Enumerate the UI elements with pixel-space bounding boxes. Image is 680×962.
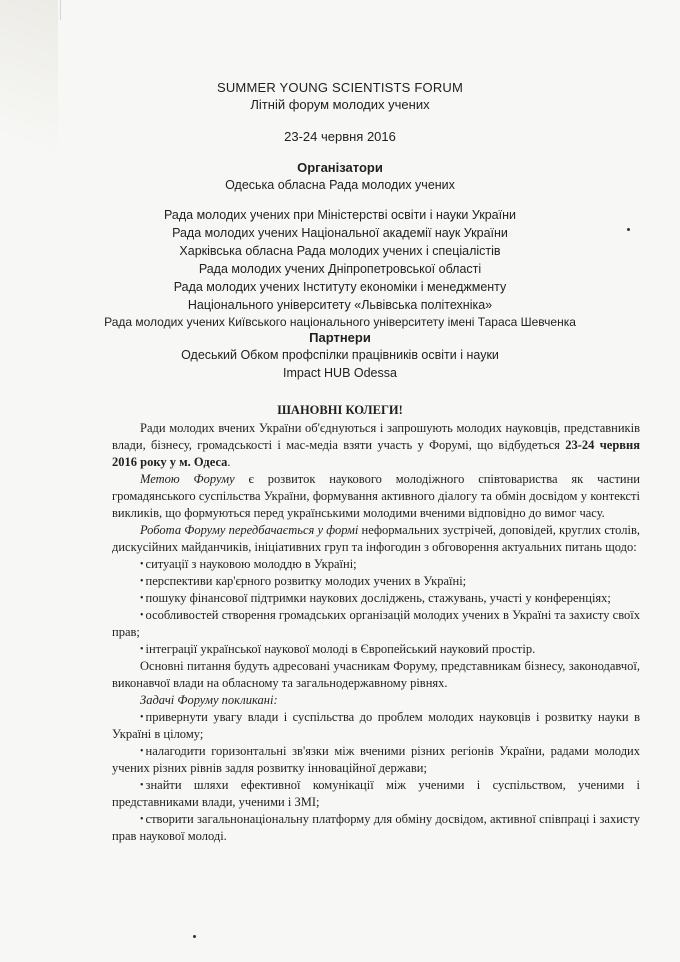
topic-text: особливостей створення громадських організацій молодих учених в Україні та захисту своїх прав; xyxy=(112,608,640,639)
bullet-icon: • xyxy=(140,780,144,791)
paper-edge-shadow xyxy=(0,0,58,240)
topic-item xyxy=(112,573,640,590)
invitation-end: . xyxy=(227,455,231,469)
task-item xyxy=(112,777,640,811)
invitation-text: Ради молодих вчених України об'єднуються і запрошують молодих науковців, представників влади, бізнесу, громадськості і мас-медіа взяти участь у Форумі, що відбудеться xyxy=(112,421,640,452)
paragraph-format xyxy=(112,522,640,556)
task-item xyxy=(112,709,640,743)
organizers-heading: Організатори xyxy=(297,160,383,175)
forum-title-ua: Літній форум молодих учених xyxy=(250,97,430,112)
organizer-item: Рада молодих учених Національної академії наук України xyxy=(172,226,508,240)
partners-heading: Партнери xyxy=(309,330,371,345)
format-text: неформальних зустрічей, доповідей, круглих столів, дискусійних майданчиків, ініціативних груп та інфогодин з обговорення актуальних питань щодо: xyxy=(112,523,640,554)
partner-item: Impact HUB Odessa xyxy=(283,366,397,380)
organizer-item: Національного університету «Львівська політехніка» xyxy=(187,298,493,312)
topic-text: ситуації з науковою молоддю в Україні; xyxy=(145,557,357,571)
bullet-icon: • xyxy=(140,576,144,587)
topic-text: пошуку фінансової підтримки наукових досліджень, стажувань, участі у конференціях; xyxy=(145,591,611,605)
letter-salutation: ШАНОВНІ КОЛЕГИ! xyxy=(277,403,403,417)
bullet-icon: • xyxy=(140,559,144,570)
bullet-icon: • xyxy=(140,712,144,723)
bullet-icon: • xyxy=(140,644,144,655)
topic-item xyxy=(112,641,640,658)
task-text: знайти шляхи ефективної комунікації між ученими і суспільством, ученими і представниками влади, ученими і ЗМІ; xyxy=(112,778,640,809)
paragraph-goal xyxy=(112,471,640,522)
paper-fold-line xyxy=(60,0,61,20)
topic-text: інтеграції української наукової молоді в Європейський науковий простір. xyxy=(145,642,536,656)
topic-item xyxy=(112,607,640,641)
bullet-icon: • xyxy=(140,593,144,604)
goal-lead: Метою Форуму xyxy=(140,472,235,486)
task-text: створити загальнонаціональну платформу для обміну досвідом, активної співпраці і захисту прав наукової молоді. xyxy=(112,812,640,843)
task-item xyxy=(112,811,640,845)
task-text: привернути увагу влади і суспільства до проблем молодих науковців і розвитку науки в Україні в цілому; xyxy=(112,710,640,741)
organizer-item: Харківська обласна Рада молодих учених і спеціалістів xyxy=(179,244,501,258)
paragraph-audience: Основні питання будуть адресовані учасникам Форуму, представникам бізнесу, законодавчої, виконавчої влади на обласному та загальнодержавному рівнях. xyxy=(112,659,640,690)
scan-speck xyxy=(627,228,630,231)
topic-item xyxy=(112,590,640,607)
organizer-item: Рада молодих учених Інституту економіки і менеджменту xyxy=(173,280,507,294)
letter-body xyxy=(112,420,640,845)
task-item xyxy=(112,743,640,777)
tasks-heading: Задачі Форуму покликані: xyxy=(140,693,278,707)
bullet-icon: • xyxy=(140,814,144,825)
organizer-item: Рада молодих учених Київського національного університету імені Тараса Шевченка xyxy=(104,315,576,329)
forum-title-en: SUMMER YOUNG SCIENTISTS FORUM xyxy=(216,80,464,95)
organizer-item: Рада молодих учених Дніпропетровської області xyxy=(198,262,482,276)
scan-speck xyxy=(193,935,196,938)
partner-item: Одеський Обком профспілки працівників освіти і науки xyxy=(181,348,499,362)
organizer-item: Рада молодих учених при Міністерстві освіти і науки України xyxy=(164,208,516,222)
bullet-icon: • xyxy=(140,610,144,621)
bullet-icon: • xyxy=(140,746,144,757)
goal-text: є розвиток наукового молодіжного співтовариства як частини громадянського суспільства України, формування активного діалогу та обмін досвідом у контексті викликів, що формуються перед українськими молодими вченими відповідно до вимог часу. xyxy=(112,472,640,520)
task-text: налагодити горизонтальні зв'язки між вченими різних регіонів України, радами молодих учених різних рівнів задля розвитку інноваційної держави; xyxy=(112,744,640,775)
topic-text: перспективи кар'єрного розвитку молодих учених в Україні; xyxy=(145,574,467,588)
forum-dates: 23-24 червня 2016 xyxy=(284,129,396,144)
event-date-location: 23-24 червня 2016 року у м. Одеса xyxy=(112,438,640,469)
paragraph-invitation xyxy=(112,420,640,471)
format-lead: Робота Форуму передбачається у формі xyxy=(140,523,359,537)
organizer-item: Одеська обласна Рада молодих учених xyxy=(225,178,455,192)
topic-item xyxy=(112,556,640,573)
